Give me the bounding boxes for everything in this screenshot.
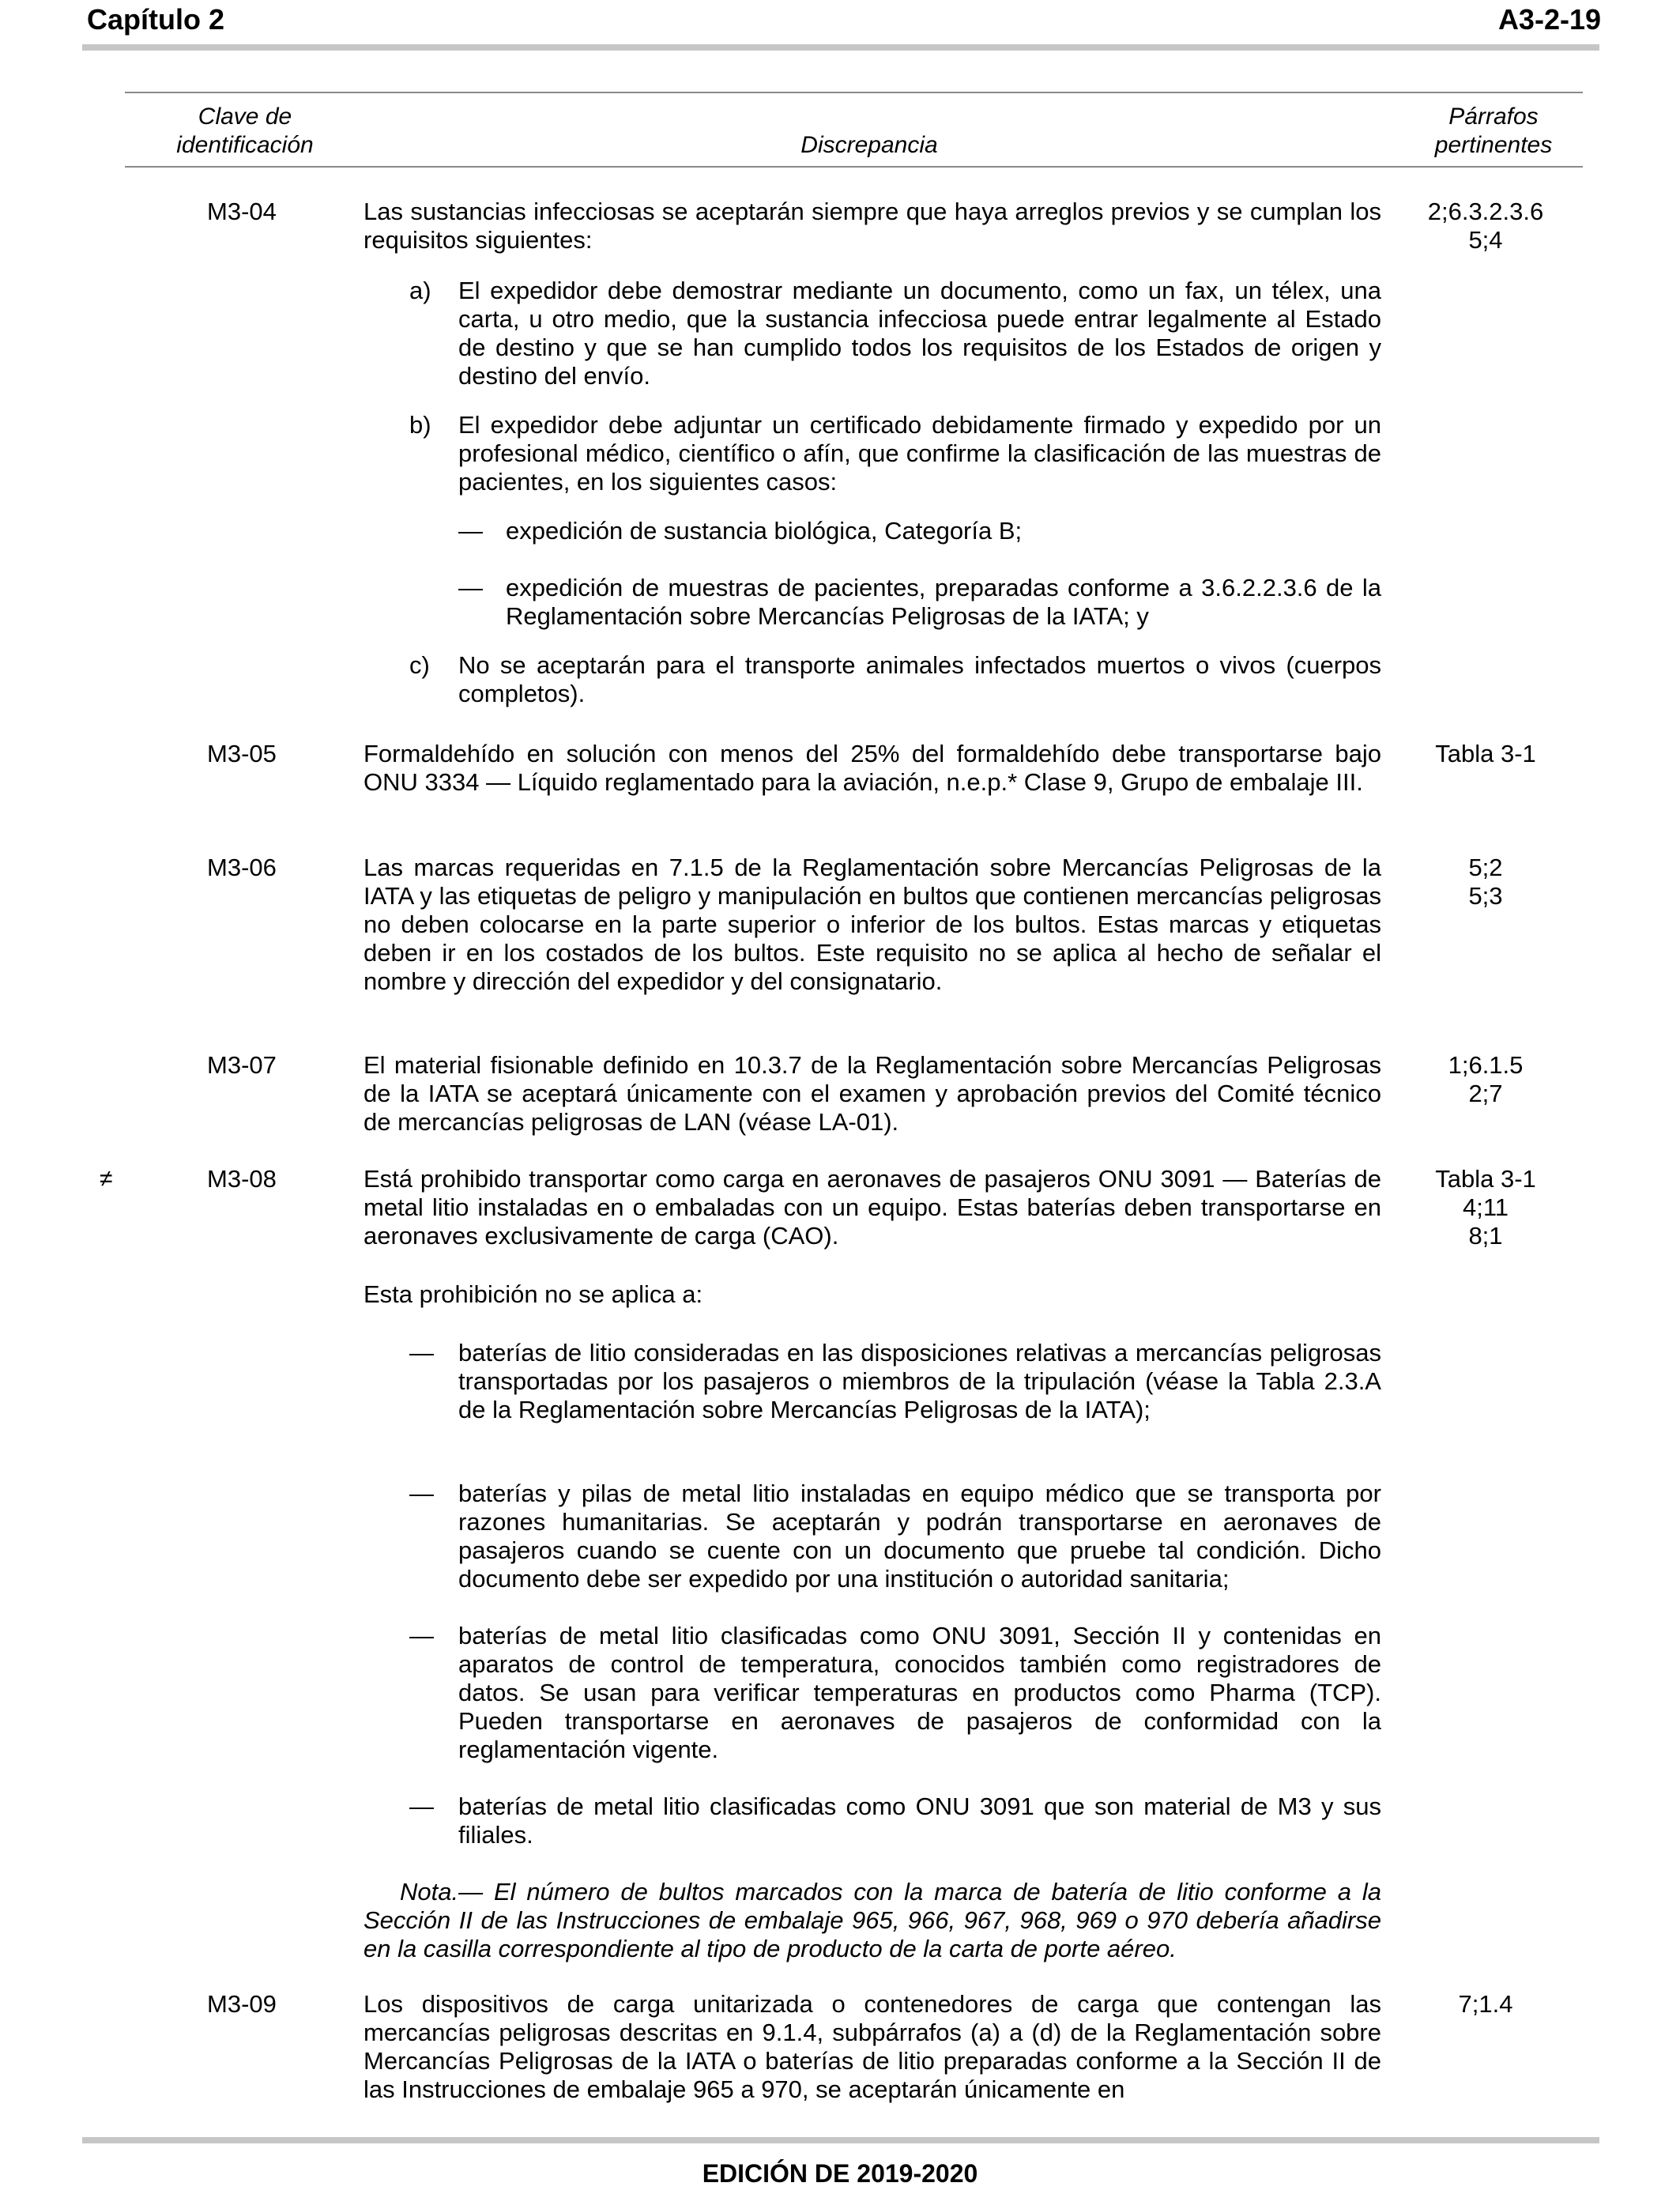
- entry-code: M3-04: [207, 198, 277, 225]
- paragraph-ref: 8;1: [1468, 1222, 1503, 1250]
- page-number: A3-2-19: [1497, 3, 1601, 36]
- footer-rule: [82, 2137, 1599, 2143]
- list-item-label: a): [409, 277, 431, 304]
- table-header-rule: [125, 166, 1583, 168]
- dash-marker: —: [409, 1793, 434, 1820]
- edition-footer: EDICIÓN DE 2019-2020: [702, 2159, 978, 2188]
- column-header-paragraphs-line1: Párrafos: [1448, 104, 1539, 130]
- list-item-text: El expedidor debe demostrar mediante un documento, como un fax, un télex, una carta, u otro medio, que la sustancia infecciosa puede entrar legalmente al Estado de destino y que se han cumplido todos los requisitos de los Estados de origen y destino del envío.: [458, 277, 1381, 390]
- dash-marker: —: [409, 1480, 434, 1507]
- paragraph-ref: 2;6.3.2.3.6: [1427, 198, 1544, 225]
- dash-item-text: expedición de sustancia biológica, Categoría B;: [506, 517, 1023, 545]
- dash-item-text: baterías de litio consideradas en las disposiciones relativas a mercancías peligrosas transportadas por los pasajeros o miembros de la tripulación (véase la Tabla 2.3.A de la Reglamentación sobre Mercancías Peligrosas de la IATA);: [458, 1339, 1381, 1423]
- header-rule: [82, 44, 1599, 51]
- entry-text: Está prohibido transportar como carga en aeronaves de pasajeros ONU 3091 — Baterías de metal litio instaladas en o embaladas con un equipo. Estas baterías deben transportarse en aeronaves exclusivamente de carga (CAO).: [363, 1165, 1381, 1250]
- list-item-label: c): [409, 651, 430, 679]
- entry-paragraphs: [1399, 854, 1573, 910]
- list-item-text: El expedidor debe adjuntar un certificado debidamente firmado y expedido por un profesional médico, científico o afín, que confirme la clasificación de las muestras de pacientes, en los siguientes casos:: [458, 411, 1381, 496]
- table-top-rule: [125, 92, 1583, 93]
- dash-item-text: expedición de muestras de pacientes, preparadas conforme a 3.6.2.2.3.6 de la Reglamentación sobre Mercancías Peligrosas de la IATA; y: [506, 574, 1381, 630]
- entry-code: M3-06: [207, 854, 277, 881]
- dash-marker: —: [409, 1622, 434, 1649]
- column-header-key-line1: Clave de: [198, 104, 292, 130]
- column-header-discrepancy: Discrepancia: [800, 132, 938, 158]
- paragraph-ref: Tabla 3-1: [1435, 1165, 1536, 1193]
- exception-intro: Esta prohibición no se aplica a:: [363, 1280, 703, 1308]
- change-marker: ≠: [100, 1166, 113, 1192]
- paragraph-ref: Tabla 3-1: [1435, 740, 1536, 767]
- entry-code: M3-08: [207, 1165, 277, 1193]
- entry-code: M3-09: [207, 1990, 277, 2018]
- dash-item-text: baterías y pilas de metal litio instaladas en equipo médico que se transporta por razones humanitarias. Se aceptarán y podrán transportarse en aeronaves de pasajeros cuando se cuente con un documento que pruebe tal condición. Dicho documento debe ser expedido por una institución o autoridad sanitaria;: [458, 1480, 1381, 1593]
- dash-item-text: baterías de metal litio clasificadas como ONU 3091 que son material de M3 y sus filiales.: [458, 1793, 1381, 1849]
- dash-item-text: baterías de metal litio clasificadas como ONU 3091, Sección II y contenidas en aparatos de control de temperatura, conocidos también como registradores de datos. Se usan para verificar temperaturas en productos como Pharma (TCP). Pueden transportarse en aeronaves de pasajeros de conformidad con la reglamentación vigente.: [458, 1622, 1381, 1763]
- list-item-label: b): [409, 411, 431, 439]
- dash-marker: —: [409, 1339, 434, 1367]
- note-text: Nota.— El número de bultos marcados con la marca de batería de litio conforme a la Sección II de las Instrucciones de embalaje 965, 966, 967, 968, 969 o 970 debería añadirse en la casilla correspondiente al tipo de producto de la carta de porte aéreo.: [363, 1878, 1381, 1962]
- paragraph-ref: 5;2: [1468, 854, 1503, 881]
- paragraph-ref: 2;7: [1468, 1080, 1503, 1107]
- entry-text: Formaldehído en solución con menos del 25% del formaldehído debe transportarse bajo ONU 3334 — Líquido reglamentado para la aviación, n.e.p.* Clase 9, Grupo de embalaje III.: [363, 740, 1381, 796]
- entry-code: M3-07: [207, 1051, 277, 1079]
- entry-text: Las marcas requeridas en 7.1.5 de la Reglamentación sobre Mercancías Peligrosas de la IATA y las etiquetas de peligro y manipulación en bultos que contienen mercancías peligrosas no deben colocarse en la parte superior o inferior de los bultos. Estas marcas y etiquetas deben ir en los costados de los bultos. Este requisito no se aplica al hecho de señalar el nombre y dirección del expedidor y del consignatario.: [363, 854, 1381, 995]
- paragraph-ref: 5;4: [1468, 226, 1503, 254]
- entry-paragraphs: [1399, 1051, 1573, 1108]
- paragraph-ref: 4;11: [1462, 1193, 1509, 1221]
- dash-marker: —: [458, 574, 483, 601]
- entry-text: Los dispositivos de carga unitarizada o contenedores de carga que contengan las mercancías peligrosas descritas en 9.1.4, subpárrafos (a) a (d) de la Reglamentación sobre Mercancías Peligrosas de la IATA o baterías de litio preparadas conforme a la Sección II de las Instrucciones de embalaje 965 a 970, se aceptarán únicamente en: [363, 1990, 1381, 2103]
- column-header-key-line2: identificación: [176, 132, 314, 158]
- entry-code: M3-05: [207, 740, 277, 767]
- column-header-paragraphs: [1399, 103, 1588, 160]
- entry-paragraphs: [1399, 1165, 1573, 1250]
- paragraph-ref: 1;6.1.5: [1448, 1051, 1524, 1079]
- chapter-title: Capítulo 2: [87, 3, 225, 36]
- entry-text: El material fisionable definido en 10.3.7 de la Reglamentación sobre Mercancías Peligrosas de la IATA se aceptará únicamente con el examen y aprobación previos del Comité técnico de mercancías peligrosas de LAN (véase LA-01).: [363, 1051, 1381, 1136]
- dash-marker: —: [458, 517, 483, 545]
- paragraph-ref: 7;1.4: [1458, 1990, 1513, 2018]
- entry-paragraphs: [1399, 1990, 1573, 2019]
- paragraph-ref: 5;3: [1468, 882, 1503, 910]
- entry-text: Las sustancias infecciosas se aceptarán siempre que haya arreglos previos y se cumplan los requisitos siguientes:: [363, 198, 1381, 254]
- list-item-text: No se aceptarán para el transporte animales infectados muertos o vivos (cuerpos completos).: [458, 651, 1381, 707]
- entry-paragraphs: [1399, 740, 1573, 768]
- column-header-key: [126, 103, 363, 160]
- entry-paragraphs: [1399, 198, 1573, 254]
- column-header-paragraphs-line2: pertinentes: [1434, 132, 1553, 158]
